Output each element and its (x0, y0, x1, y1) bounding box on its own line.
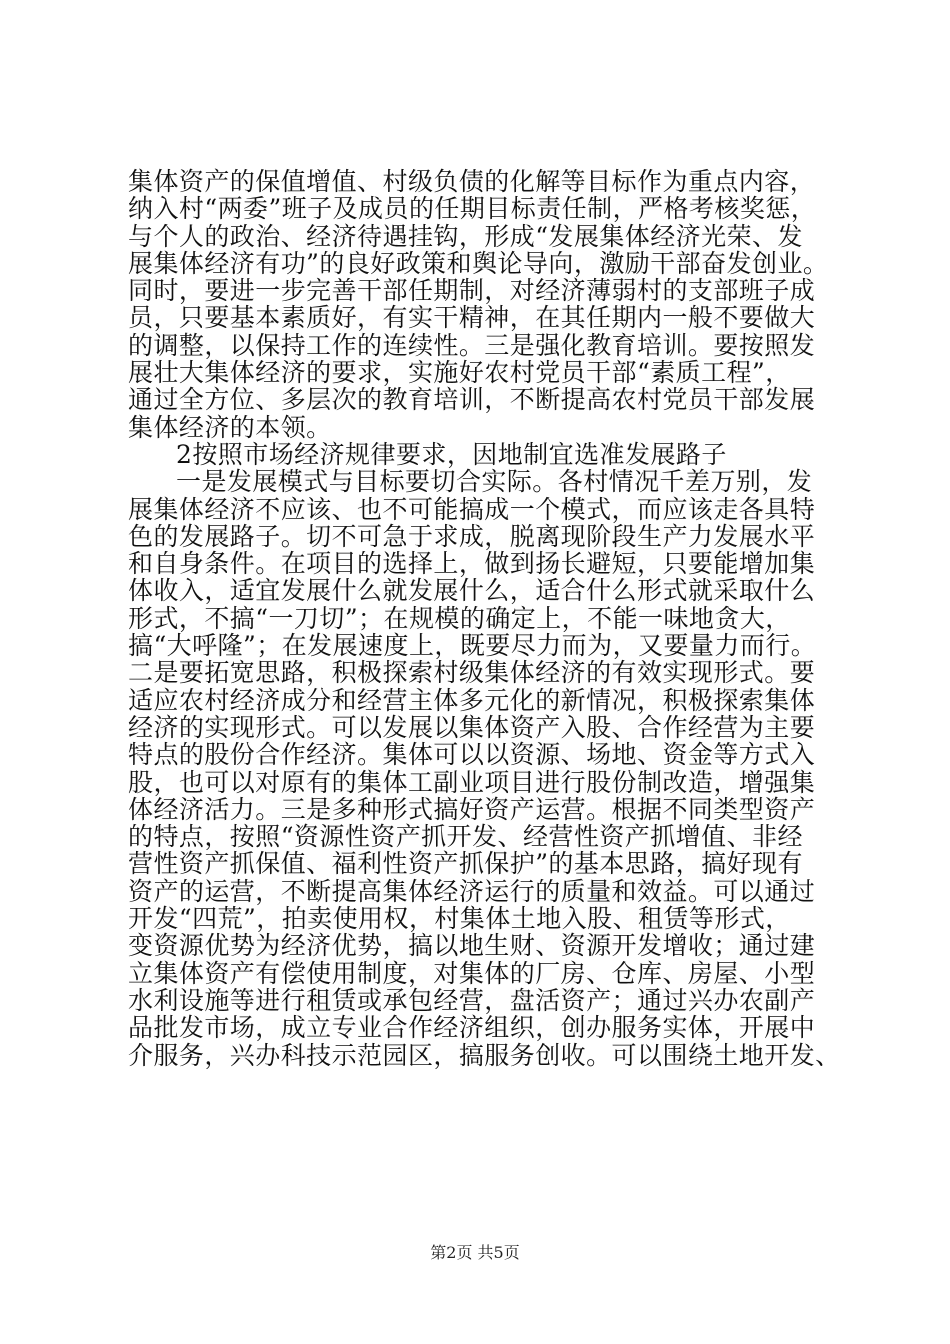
text-line: 营性资产抓保值、福利性资产抓保护”的基本思路，搞好现有 (128, 849, 803, 879)
text-line: 展集体经济有功”的良好政策和舆论导向，激励干部奋发创业。 (128, 248, 829, 278)
text-line: 与个人的政治、经济待遇挂钩，形成“发展集体经济光荣、发 (128, 221, 803, 251)
text-line: 股，也可以对原有的集体工副业项目进行股份制改造，增强集 (128, 767, 816, 797)
text-line: 搞“大呼隆”；在发展速度上，既要尽力而为，又要量力而行。 (128, 631, 817, 661)
text-line: 纳入村“两委”班子及成员的任期目标责任制，严格考核奖惩， (128, 194, 817, 224)
text-line: 和自身条件。在项目的选择上，做到扬长避短，只要能增加集 (128, 549, 816, 579)
text-line: 立集体资产有偿使用制度，对集体的厂房、仓库、房屋、小型 (128, 958, 816, 988)
text-line: 体收入，适宜发展什么就发展什么，适合什么形式就采取什么 (128, 576, 816, 606)
text-line: 集体资产的保值增值、村级负债的化解等目标作为重点内容， (128, 167, 816, 196)
page-footer (0, 1243, 950, 1263)
text-line: 同时，要进一步完善干部任期制，对经济薄弱村的支部班子成 (128, 276, 816, 306)
text-line: 品批发市场，成立专业合作经济组织，创办服务实体，开展中 (128, 1013, 816, 1043)
body-text (128, 168, 848, 1069)
text-line: 展壮大集体经济的要求，实施好农村党员干部“素质工程”， (128, 358, 791, 388)
text-line: 介服务，兴办科技示范园区，搞服务创收。可以围绕土地开发、 (128, 1040, 841, 1070)
text-line: 开发“四荒”，拍卖使用权，村集体土地入股、租赁等形式， (128, 904, 791, 934)
text-line: 的特点，按照“资源性资产抓开发、经营性资产抓增值、非经 (128, 822, 803, 852)
text-line: 特点的股份合作经济。集体可以以资源、场地、资金等方式入 (128, 740, 816, 770)
text-line: 展集体经济不应该、也不可能搞成一个模式，而应该走各具特 (128, 494, 816, 524)
text-line: 水利设施等进行租赁或承包经营，盘活资产；通过兴办农副产 (128, 985, 816, 1015)
text-line: 通过全方位、多层次的教育培训，不断提高农村党员干部发展 (128, 385, 816, 415)
page-number: 第2页 共5页 (430, 1243, 520, 1262)
text-line: 形式，不搞“一刀切”；在规模的确定上，不能一味地贪大， (128, 603, 791, 633)
text-line: 二是要拓宽思路，积极探索村级集体经济的有效实现形式。要 (128, 658, 816, 688)
text-line: 的调整，以保持工作的连续性。三是强化教育培训。要按照发 (128, 330, 816, 360)
text-line: 变资源优势为经济优势，搞以地生财、资源开发增收；通过建 (128, 931, 816, 961)
text-line: 经济的实现形式。可以发展以集体资产入股、合作经营为主要 (128, 712, 816, 742)
text-line: 集体经济的本领。 (128, 412, 332, 442)
text-line: 资产的运营，不断提高集体经济运行的质量和效益。可以通过 (128, 876, 816, 906)
section-heading: 2按照市场经济规律要求，因地制宜选准发展路子 (176, 439, 727, 469)
paragraph-start: 一是发展模式与目标要切合实际。各村情况千差万别，发 (176, 467, 813, 497)
text-line: 适应农村经济成分和经营主体多元化的新情况，积极探索集体 (128, 685, 816, 715)
text-line: 色的发展路子。切不可急于求成，脱离现阶段生产力发展水平 (128, 521, 816, 551)
text-line: 员，只要基本素质好，有实干精神，在其任期内一般不要做大 (128, 303, 816, 333)
text-line: 体经济活力。三是多种形式搞好资产运营。根据不同类型资产 (128, 794, 816, 824)
